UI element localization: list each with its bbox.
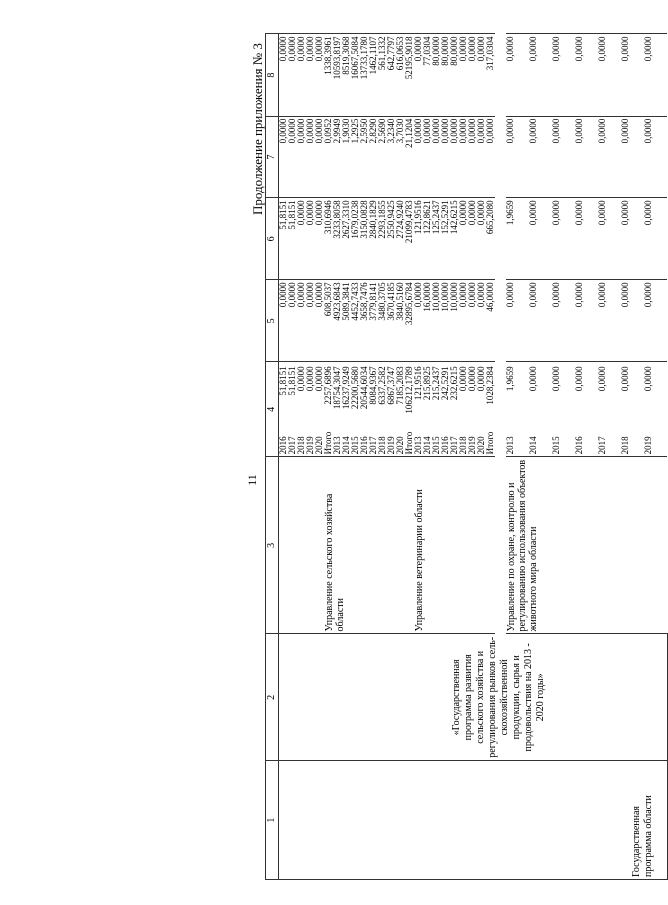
year-label: 2014 <box>341 436 351 455</box>
value-cell: 561,1332 <box>378 34 387 116</box>
value-cell: 5089,3841 <box>342 280 351 362</box>
value-cell: 0,0000 <box>621 280 644 362</box>
value-cell: 16,0000 <box>423 280 432 362</box>
value-cell: 122,8621 <box>423 198 432 280</box>
year-label: Итого <box>485 431 495 455</box>
value-cell: 2724,9240 <box>396 198 405 280</box>
value-cell: 1,2925 <box>351 116 360 198</box>
value-cell: 77,0304 <box>423 34 432 116</box>
total-value: 215,8925 <box>422 366 432 401</box>
total-value: 106212,1789 <box>404 366 414 414</box>
value-cell: 0,0000 <box>315 34 324 116</box>
year-label: 2020 <box>476 436 486 455</box>
value-cell: 0,0000 <box>450 116 459 198</box>
value-cell: 0,0000 <box>468 34 477 116</box>
rotated-table-sheet <box>95 25 654 880</box>
value-cell: 0,0000 <box>552 116 575 198</box>
value-cell: 2,5690 <box>378 116 387 198</box>
value-cell: 642,7797 <box>387 34 396 116</box>
value-cell: 0,0000 <box>306 34 315 116</box>
year-label: 2017 <box>597 436 607 455</box>
value-cell: 0,0000 <box>575 34 598 116</box>
value-cell: 3150,0828 <box>360 198 369 280</box>
total-value: 0,0000 <box>314 366 324 392</box>
value-cell: 10593,8197 <box>333 34 342 116</box>
value-cell: 2840,1829 <box>369 198 378 280</box>
year-label: 2020 <box>395 436 405 455</box>
value-cell: 1,9659 <box>506 198 529 280</box>
value-cell: 665,2080 <box>486 198 495 280</box>
value-cell: 0,0000 <box>621 116 644 198</box>
year-label: 2016 <box>574 436 584 455</box>
value-cell: 0,0000 <box>297 34 306 116</box>
value-cell: 0,0000 <box>306 280 315 362</box>
total-value: 0,0000 <box>467 366 477 392</box>
year-label: 2018 <box>296 436 306 455</box>
value-cell: 3779,8141 <box>369 280 378 362</box>
value-cell: 0,0000 <box>279 116 289 198</box>
value-cell: 0,0000 <box>552 280 575 362</box>
executor-name: Управление сельского хозяйства области <box>324 493 346 632</box>
total-value: 0,0000 <box>574 366 584 392</box>
total-value: 8084,9367 <box>368 366 378 405</box>
continuation-label: Продолжение приложения № 3 <box>250 43 265 215</box>
value-cell: 10,0000 <box>441 280 450 362</box>
value-cell: 80,0000 <box>450 34 459 116</box>
value-cell: 10,0000 <box>450 280 459 362</box>
year-label: 2017 <box>449 436 459 455</box>
value-cell: 317,0304 <box>486 34 495 116</box>
value-cell: 0,0000 <box>575 116 598 198</box>
value-cell: 0,0000 <box>315 280 324 362</box>
total-value: 0,0000 <box>528 366 538 392</box>
column-number: 8 <box>266 34 279 116</box>
year-label: 2018 <box>620 436 630 455</box>
budget-table <box>265 25 668 880</box>
year-label: 2019 <box>386 436 396 455</box>
page-number: 11 <box>245 474 259 486</box>
value-cell: 2550,9425 <box>387 198 396 280</box>
executor-name: Управление ветеринарии области <box>414 489 425 632</box>
value-cell: 3840,5160 <box>396 280 405 362</box>
total-value: 0,0000 <box>643 366 653 392</box>
year-label: 2018 <box>458 436 468 455</box>
value-cell: 0,0000 <box>486 116 495 198</box>
year-label: 2014 <box>528 436 538 455</box>
value-cell: 0,0000 <box>477 198 486 280</box>
year-label: 2020 <box>314 436 324 455</box>
program-type: Государственная программа области <box>630 795 654 877</box>
value-cell: 0,0000 <box>297 198 306 280</box>
total-value: 22200,5680 <box>350 366 360 410</box>
total-value: 215,2437 <box>431 366 441 401</box>
value-cell: 0,0000 <box>297 116 306 198</box>
year-label: 2016 <box>278 436 288 455</box>
value-cell: 1679,0238 <box>351 198 360 280</box>
value-cell: 2,9949 <box>333 116 342 198</box>
value-cell: 0,0000 <box>459 116 468 198</box>
year-label: 2016 <box>440 436 450 455</box>
column-number: 5 <box>266 280 279 362</box>
value-cell: 0,0000 <box>644 34 667 116</box>
value-cell: 80,0000 <box>441 34 450 116</box>
value-cell: 0,0000 <box>414 34 423 116</box>
total-value: 0,0000 <box>620 366 630 392</box>
value-cell: 0,0000 <box>459 34 468 116</box>
value-cell: 152,5291 <box>441 198 450 280</box>
value-cell: 0,0000 <box>575 280 598 362</box>
value-cell: 10,0000 <box>432 280 441 362</box>
value-cell: 310,6946 <box>324 198 333 280</box>
total-value: 0,0000 <box>476 366 486 392</box>
value-cell: 1462,1107 <box>369 34 378 116</box>
total-value: 20544,6034 <box>359 366 369 410</box>
value-cell: 0,0000 <box>279 34 289 116</box>
total-value: 0,0000 <box>296 366 306 392</box>
total-value: 0,0000 <box>305 366 315 392</box>
year-label: 2016 <box>359 436 369 455</box>
value-cell: 2,5950 <box>360 116 369 198</box>
year-label: 2019 <box>305 436 315 455</box>
value-cell: 46,0000 <box>486 280 495 362</box>
total-value: 0,0000 <box>597 366 607 392</box>
value-cell: 0,0000 <box>432 116 441 198</box>
value-cell: 32895,6784 <box>405 280 414 362</box>
value-cell: 2,8290 <box>369 116 378 198</box>
value-cell: 0,0000 <box>477 34 486 116</box>
value-cell: 3,7030 <box>396 116 405 198</box>
column-number: 2 <box>266 634 279 761</box>
total-value: 121,9516 <box>413 366 423 401</box>
value-cell: 0,0000 <box>423 116 432 198</box>
total-value: 2257,6896 <box>323 366 333 405</box>
total-value: 18754,3047 <box>332 366 342 410</box>
value-cell: 3,2340 <box>387 116 396 198</box>
executor-name: Управление по охране, контролю и регулированию использования объектов животного мира области <box>506 459 539 632</box>
column-number: 3 <box>266 457 279 634</box>
value-cell: 142,6215 <box>450 198 459 280</box>
total-value: 232,6215 <box>449 366 459 401</box>
value-cell: 0,0000 <box>529 198 552 280</box>
value-cell: 1338,3961 <box>324 34 333 116</box>
value-cell: 51,8151 <box>288 198 297 280</box>
column-number-row <box>266 26 279 880</box>
value-cell: 0,0000 <box>468 198 477 280</box>
value-cell: 4923,6843 <box>333 280 342 362</box>
value-cell: 1,9030 <box>342 116 351 198</box>
value-cell: 0,0000 <box>279 280 289 362</box>
value-cell: 4452,7433 <box>351 280 360 362</box>
year-label: 2019 <box>643 436 653 455</box>
value-cell: 0,0000 <box>506 116 529 198</box>
total-value: 51,8151 <box>278 366 288 396</box>
value-cell: 21,1204 <box>405 116 414 198</box>
value-cell: 0,0000 <box>529 280 552 362</box>
value-cell: 52195,9018 <box>405 34 414 116</box>
value-cell: 0,0000 <box>297 280 306 362</box>
column-number: 4 <box>266 362 279 457</box>
value-cell: 0,0000 <box>477 280 486 362</box>
column-number: 7 <box>266 116 279 198</box>
value-cell: 0,0952 <box>324 116 333 198</box>
year-label: 2015 <box>350 436 360 455</box>
year-label: 2014 <box>422 436 432 455</box>
value-cell: 3670,4185 <box>387 280 396 362</box>
value-cell: 0,0000 <box>288 280 297 362</box>
value-cell: 0,0000 <box>315 198 324 280</box>
year-label: 2013 <box>413 436 423 455</box>
value-cell: 0,0000 <box>621 198 644 280</box>
value-cell: 608,5037 <box>324 280 333 362</box>
value-cell: 121,9516 <box>414 198 423 280</box>
value-cell: 0,0000 <box>644 198 667 280</box>
total-value: 0,0000 <box>551 366 561 392</box>
total-value: 1028,2384 <box>485 366 495 405</box>
year-label: Итого <box>323 431 333 455</box>
value-cell: 0,0000 <box>288 116 297 198</box>
value-cell: 3233,8058 <box>333 198 342 280</box>
value-cell: 0,0000 <box>306 198 315 280</box>
total-value: 6867,3747 <box>386 366 396 405</box>
total-value: 242,5291 <box>440 366 450 401</box>
value-cell: 3658,7476 <box>360 280 369 362</box>
value-cell: 13733,1780 <box>360 34 369 116</box>
value-cell: 0,0000 <box>529 116 552 198</box>
year-label: Итого <box>404 431 414 455</box>
value-cell: 16067,5084 <box>351 34 360 116</box>
program-name: «Государственная программа развития сельского хозяйства и регулирования рынков сель-скохозяйственной продукции, сырья и продовольствия на 2013 - 2020 годы» <box>450 636 546 758</box>
value-cell: 0,0000 <box>598 280 621 362</box>
value-cell: 0,0000 <box>529 34 552 116</box>
value-cell: 0,0000 <box>506 34 529 116</box>
value-cell: 0,0000 <box>477 116 486 198</box>
value-cell: 0,0000 <box>306 116 315 198</box>
value-cell: 0,0000 <box>459 280 468 362</box>
column-number: 1 <box>266 761 279 880</box>
total-value: 6337,2582 <box>377 366 387 405</box>
year-label: 2013 <box>332 436 342 455</box>
year-label: 2017 <box>368 436 378 455</box>
total-value: 1,9659 <box>505 366 515 392</box>
total-value: 7185,2083 <box>395 366 405 405</box>
value-cell: 2293,1855 <box>378 198 387 280</box>
value-cell: 616,0653 <box>396 34 405 116</box>
total-value: 16237,9249 <box>341 366 351 410</box>
year-label: 2013 <box>505 436 515 455</box>
total-value: 0,0000 <box>458 366 468 392</box>
total-value: 51,8151 <box>287 366 297 396</box>
value-cell: 0,0000 <box>552 198 575 280</box>
value-cell: 0,0000 <box>414 280 423 362</box>
value-cell: 3480,3705 <box>378 280 387 362</box>
year-label: 2018 <box>377 436 387 455</box>
value-cell: 0,0000 <box>315 116 324 198</box>
value-cell: 0,0000 <box>506 280 529 362</box>
value-cell: 0,0000 <box>598 198 621 280</box>
value-cell: 0,0000 <box>644 116 667 198</box>
value-cell: 0,0000 <box>414 116 423 198</box>
value-cell: 0,0000 <box>621 34 644 116</box>
value-cell: 2627,3310 <box>342 198 351 280</box>
value-cell: 0,0000 <box>598 116 621 198</box>
year-label: 2019 <box>467 436 477 455</box>
value-cell: 8519,3068 <box>342 34 351 116</box>
value-cell: 0,0000 <box>468 280 477 362</box>
value-cell: 21099,4783 <box>405 198 414 280</box>
value-cell: 51,8151 <box>279 198 289 280</box>
value-cell: 0,0000 <box>598 34 621 116</box>
value-cell: 80,0000 <box>432 34 441 116</box>
value-cell: 0,0000 <box>644 280 667 362</box>
value-cell: 0,0000 <box>288 34 297 116</box>
value-cell: 0,0000 <box>468 116 477 198</box>
year-label: 2017 <box>287 436 297 455</box>
value-cell: 0,0000 <box>575 198 598 280</box>
year-label: 2015 <box>551 436 561 455</box>
value-cell: 0,0000 <box>459 198 468 280</box>
year-label: 2015 <box>431 436 441 455</box>
value-cell: 125,2437 <box>432 198 441 280</box>
column-number: 6 <box>266 198 279 280</box>
value-cell: 0,0000 <box>441 116 450 198</box>
value-cell: 0,0000 <box>552 34 575 116</box>
